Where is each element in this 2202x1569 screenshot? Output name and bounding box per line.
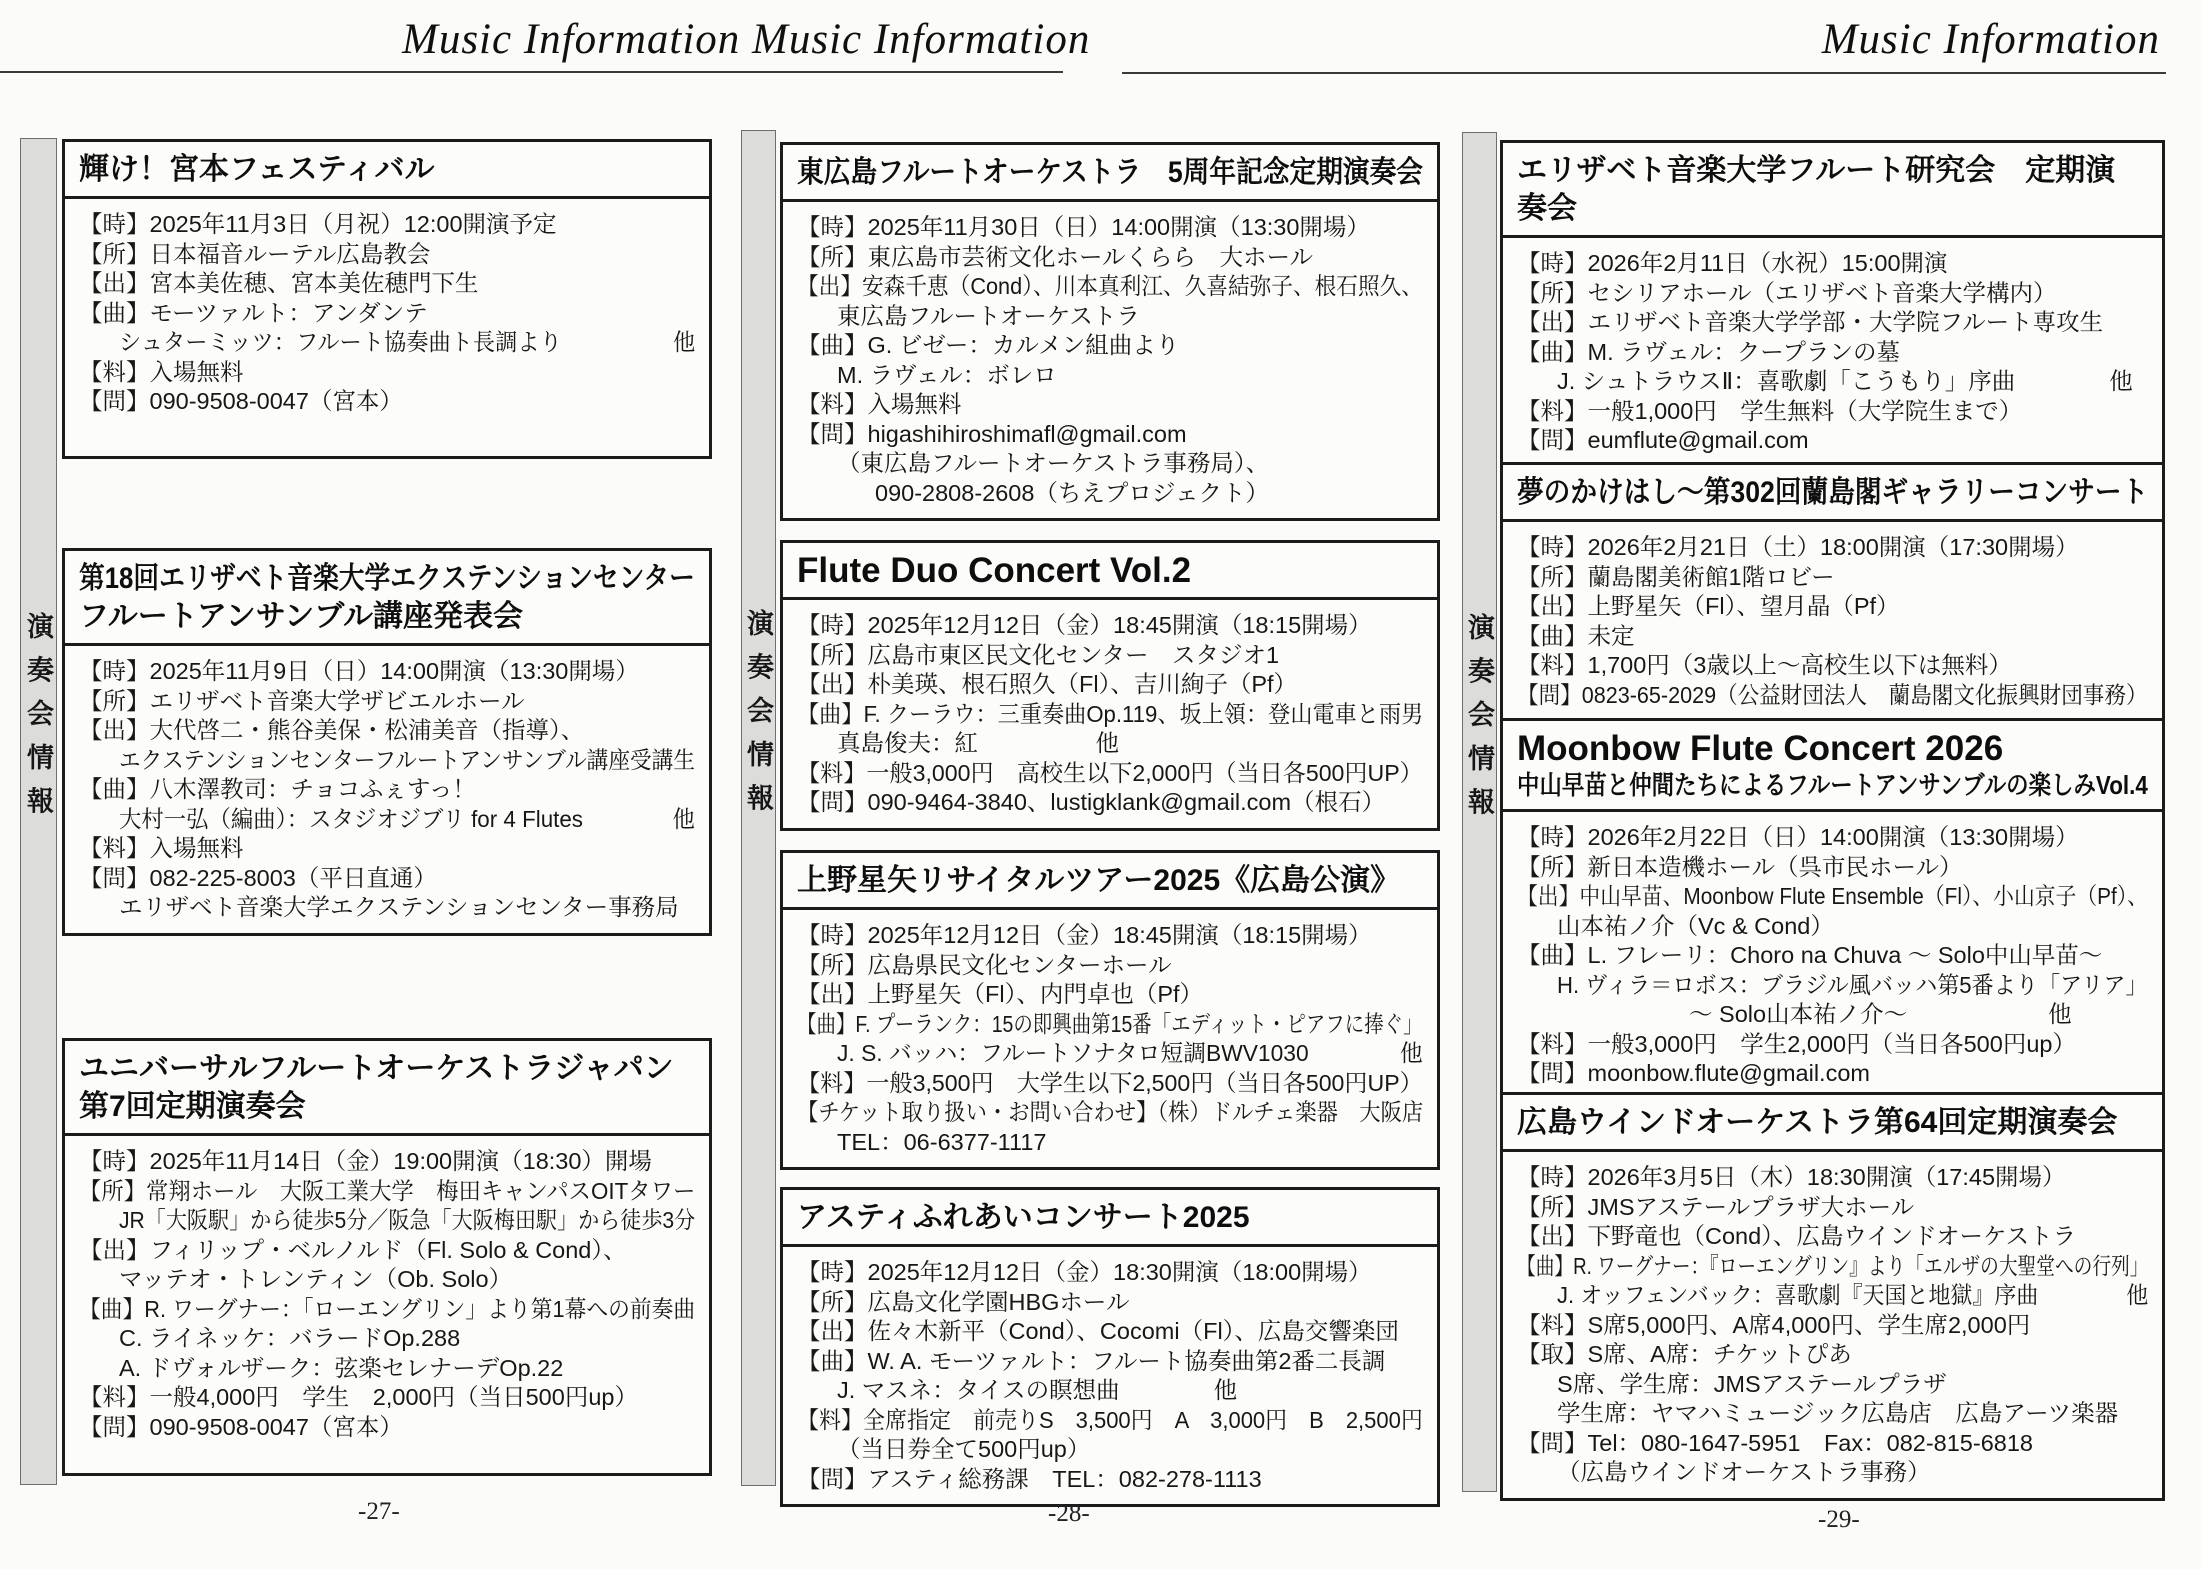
concert-listing-box — [780, 142, 1440, 521]
listing-details — [783, 202, 1437, 518]
listing-details — [783, 910, 1437, 1167]
listing-line: 山本祐ノ介（Vc & Cond） — [1557, 912, 1834, 939]
listing-title — [65, 142, 709, 199]
listing-title-line: 上野星矢リサイタルツアー2025《広島公演》 — [797, 864, 1401, 897]
listing-line: 【時】2026年2月21日（土）18:00開演（17:30開場） — [1517, 534, 2079, 560]
listing-details — [1503, 812, 2162, 1099]
sidebar-banner-label: 演奏会情報 — [23, 612, 53, 831]
listing-line: 【所】広島県民文化センターホール — [797, 951, 1172, 978]
listing-line: 【問】Tel：080-1647-5951 Fax：082-815-6818 — [1517, 1429, 2033, 1456]
listing-line: 【出】フィリップ・ベルノルド（Fl. Solo & Cond）、 — [79, 1236, 627, 1263]
listing-line: 【時】2025年12月12日（金）18:45開演（18:15開場） — [797, 922, 1372, 948]
page-number: -27- — [358, 1498, 400, 1525]
listing-line: 【所】蘭島閣美術館1階ロビー — [1517, 563, 1835, 590]
listing-line: 【出】エリザベト音楽大学学部・大学院フルート専攻生 — [1517, 309, 2104, 335]
listing-title-line: 中山早苗と仲間たちによるフルートアンサンブルの楽しみVol.4 — [1517, 770, 2148, 800]
listing-line: 【出】上野星矢（Fl）、望月晶（Pf） — [1517, 593, 1900, 619]
listing-line: マッテオ・トレンティン（Ob. Solo） — [119, 1266, 513, 1292]
listing-title-line: フルートアンサンブル講座発表会 — [79, 600, 523, 633]
listing-line: 【料】1,700円（3歳以上～高校生以下は無料） — [1517, 652, 2012, 678]
listing-line: 【所】常翔ホール 大阪工業大学 梅田キャンパスOITタワー — [79, 1177, 696, 1204]
listing-line: 090-2808-2608（ちえプロジェクト） — [875, 479, 1269, 506]
listing-line: 【所】エリザベト音楽大学ザビエルホール — [79, 687, 525, 714]
listing-line: 【所】JMSアステールプラザ大ホール — [1517, 1193, 1915, 1220]
concert-listing-box — [780, 1187, 1440, 1507]
listing-title — [783, 543, 1437, 600]
listing-line: 【曲】G. ビゼー：カルメン組曲より — [797, 332, 1180, 358]
listing-line: 【チケット取り扱い・お問い合わせ】（株）ドルチェ楽器 大阪店 — [797, 1099, 1424, 1125]
listing-line: J. シュトラウスⅡ：喜歌劇「こうもり」序曲 他 — [1557, 368, 2133, 394]
listing-line: 【時】2025年12月12日（金）18:45開演（18:15開場） — [797, 612, 1372, 638]
listing-line: エクステンションセンターフルートアンサンブル講座受講生 — [119, 746, 696, 773]
listing-title-line: ユニバーサルフルートオーケストラジャパン — [79, 1052, 674, 1085]
listing-line: 【時】2025年12月12日（金）18:30開演（18:00開場） — [797, 1259, 1372, 1285]
listing-line: 【料】入場無料 — [797, 391, 962, 417]
listing-line: M. ラヴェル：ボレロ — [837, 361, 1057, 388]
listing-line: 【料】一般4,000円 学生 2,000円（当日500円up） — [79, 1384, 638, 1410]
listing-title-line: Moonbow Flute Concert 2026 — [1517, 729, 2004, 768]
listing-line: 【出】大代啓二・熊谷美保・松浦美音（指導）、 — [79, 717, 585, 743]
listing-line: 【問】eumflute@gmail.com — [1517, 427, 1809, 453]
listing-line: 【料】全席指定 前売りS 3,500円 A 3,000円 B 2,500円 — [797, 1406, 1423, 1433]
listing-title-line: Flute Duo Concert Vol.2 — [797, 551, 1192, 590]
listing-line: 【曲】F. クーラウ：三重奏曲Op.119、坂上領：登山電車と雨男 — [797, 700, 1424, 727]
page-header-right: Music Information — [1821, 16, 2160, 63]
listing-line: エリザベト音楽大学エクステンションセンター事務局 — [119, 894, 679, 920]
listing-line: 【曲】R. ワーグナー：「ローエングリン」より第1幕への前奏曲 — [79, 1295, 696, 1322]
concert-listing-box — [62, 1038, 712, 1476]
listing-title — [65, 1041, 709, 1136]
listing-line: 【所】広島市東区民文化センター スタジオ1 — [797, 641, 1280, 668]
listing-title — [783, 145, 1437, 202]
header-rule-right — [1122, 72, 2166, 74]
listing-title — [1503, 143, 2162, 238]
sidebar-banner — [1462, 132, 1497, 1492]
concert-listing-box — [62, 548, 712, 936]
listing-line: 【曲】M. ラヴェル：クープランの墓 — [1517, 338, 1901, 365]
listing-title-line: 奏会 — [1517, 192, 1577, 225]
listing-line: 【曲】L. フレーリ：Choro na Chuva ～ Solo中山早苗～ — [1517, 942, 2103, 968]
concert-listing-box — [62, 139, 712, 459]
listing-title-line: 東広島フルートオーケストラ 5周年記念定期演奏会 — [797, 156, 1424, 189]
listing-line: J. オッフェンバック：喜歌劇『天国と地獄』序曲 他 — [1557, 1282, 2149, 1308]
listing-title — [1503, 1095, 2162, 1152]
listing-line: 【曲】W. A. モーツァルト：フルート協奏曲第2番二長調 — [797, 1347, 1386, 1374]
listing-details — [65, 1136, 709, 1452]
listing-line: 学生席：ヤマハミュージック広島店 広島アーツ楽器 — [1557, 1400, 2119, 1426]
listing-line: 【取】S席、A席：チケットぴあ — [1517, 1341, 1852, 1367]
listing-line: 【所】東広島市芸術文化ホールくらら 大ホール — [797, 243, 1314, 270]
page-header-left: Music Information Music Information — [402, 16, 1091, 63]
page-number: -28- — [1048, 1500, 1090, 1527]
concert-listing-box — [1500, 462, 2165, 723]
listing-line: （当日券全て500円up） — [837, 1436, 1091, 1462]
listing-line: 【時】2026年2月11日（水祝）15:00開演 — [1517, 250, 1948, 276]
listing-line: TEL：06-6377-1117 — [837, 1128, 1047, 1155]
listing-line: （広島ウインドオーケストラ事務） — [1557, 1459, 1931, 1485]
sidebar-banner — [20, 138, 57, 1485]
listing-details — [1503, 238, 2162, 466]
listing-line: 【時】2025年11月9日（日）14:00開演（13:30開場） — [79, 658, 639, 684]
listing-line: 【問】0823-65-2029（公益財団法人 蘭島閣文化振興財団事務） — [1517, 681, 2148, 708]
listing-title-line: 第7回定期演奏会 — [79, 1090, 306, 1123]
listing-line: 【所】新日本造機ホール（呉市民ホール） — [1517, 853, 1963, 880]
listing-title — [783, 1190, 1437, 1247]
listing-details — [1503, 522, 2162, 720]
listing-line: 【出】佐々木新平（Cond）、Cocomi（Fl）、広島交響楽団 — [797, 1318, 1399, 1344]
listing-line: 【出】宮本美佐穂、宮本美佐穂門下生 — [79, 270, 479, 296]
listing-line: H. ヴィラ＝ロボス：ブラジル風バッハ第5番より「アリア」 — [1557, 971, 2148, 998]
listing-line: 【料】一般1,000円 学生無料（大学院生まで） — [1517, 397, 2023, 424]
listing-line: 【料】入場無料 — [79, 358, 244, 385]
listing-details — [783, 1247, 1437, 1504]
listing-line: S席、学生席：JMSアステールプラザ — [1557, 1370, 1947, 1397]
listing-line: 【料】一般3,000円 高校生以下2,000円（当日各500円UP） — [797, 759, 1423, 786]
header-rule-left — [0, 71, 1063, 73]
listing-line: C. ライネッケ：バラードOp.288 — [119, 1325, 461, 1351]
listing-line: 【問】アスティ総務課 TEL：082-278-1113 — [797, 1465, 1262, 1492]
listing-title-line: 輝け！宮本フェスティバル — [79, 153, 435, 186]
concert-listing-box — [1500, 718, 2165, 1102]
listing-line: 【問】090-9508-0047（宮本） — [79, 1413, 403, 1440]
sidebar-banner-label: 演奏会情報 — [743, 608, 773, 828]
listing-line: 【曲】モーツァルト：アンダンテ — [79, 299, 428, 326]
listing-line: 【時】2025年11月14日（金）19:00開演（18:30）開場 — [79, 1148, 652, 1174]
listing-title-line: エリザベト音楽大学フルート研究会 定期演 — [1517, 154, 2116, 187]
listing-line: JR「大阪駅」から徒歩5分／阪急「大阪梅田駅」から徒歩3分 — [119, 1207, 696, 1233]
listing-line: 【出】上野星矢（Fl）、内門卓也（Pf） — [797, 981, 1204, 1007]
concert-listing-box — [1500, 1092, 2165, 1501]
listing-line: 【問】090-9508-0047（宮本） — [79, 388, 403, 414]
listing-line: 【問】moonbow.flute@gmail.com — [1517, 1060, 1870, 1086]
listing-line: 【問】082-225-8003（平日直通） — [79, 864, 437, 891]
page-number: -29- — [1818, 1506, 1860, 1533]
listing-line: J. マスネ：タイスの瞑想曲 他 — [837, 1377, 1238, 1403]
listing-line: 【所】セシリアホール（エリザベト音楽大学構内） — [1517, 279, 2057, 306]
listing-line: 【時】2026年3月5日（木）18:30開演（17:45開場） — [1517, 1164, 2066, 1190]
listing-line: 【所】日本福音ルーテル広島教会 — [79, 240, 431, 267]
listing-line: 【問】090-9464-3840、lustigklank@gmail.com（根石） — [797, 789, 1386, 815]
listing-line: A. ドヴォルザーク：弦楽セレナーデOp.22 — [119, 1354, 564, 1381]
listing-line: 【時】2026年2月22日（日）14:00開演（13:30開場） — [1517, 824, 2079, 850]
listing-line: 【出】下野竜也（Cond）、広島ウインドオーケストラ — [1517, 1223, 2077, 1249]
listing-title — [783, 853, 1437, 910]
listing-line: 【料】S席5,000円、A席4,000円、学生席2,000円 — [1517, 1311, 2031, 1338]
listing-title — [65, 551, 709, 646]
listing-details — [65, 199, 709, 427]
listing-line: 【出】朴美瑛、根石照久（Fl）、吉川絢子（Pf） — [797, 671, 1298, 697]
listing-line: 【料】一般3,000円 学生2,000円（当日各500円up） — [1517, 1030, 2076, 1057]
concert-listing-box — [1500, 140, 2165, 469]
listing-line: シュターミッツ：フルート協奏曲ト長調より 他 — [119, 329, 696, 355]
listing-line: ～ Solo山本祐ノ介～ 他 — [1595, 1001, 2072, 1027]
listing-line: 【曲】未定 — [1517, 622, 1635, 649]
concert-listing-box — [780, 540, 1440, 831]
listing-details — [1503, 1152, 2162, 1498]
listing-line: 【問】higashihiroshimafl@gmail.com — [797, 420, 1187, 447]
listing-line: 【料】入場無料 — [79, 835, 244, 861]
listing-line: 【料】一般3,500円 大学生以下2,500円（当日各500円UP） — [797, 1069, 1423, 1096]
listing-line: （東広島フルートオーケストラ事務局）、 — [837, 450, 1270, 476]
listing-title-line: 夢のかけはし～第302回蘭島閣ギャラリーコンサート — [1517, 476, 2149, 509]
listing-line: 【曲】R. ワーグナー：『ローエングリン』より「エルザの大聖堂への行列」 — [1517, 1252, 2149, 1279]
listing-details — [783, 600, 1437, 828]
listing-line: 真島俊夫：紅 他 — [837, 730, 1119, 756]
listing-line: 【出】中山早苗、Moonbow Flute Ensemble（Fl）、小山京子（Pf）、 — [1517, 883, 2148, 909]
listing-line: 【曲】F. プーランク：15の即興曲第15番「エディット・ピアフに捧ぐ」 — [797, 1010, 1423, 1037]
listing-line: 【時】2025年11月3日（月祝）12:00開演予定 — [79, 211, 557, 237]
listing-title — [1503, 721, 2162, 812]
listing-line: 【所】広島文化学園HBGホール — [797, 1288, 1130, 1315]
listing-title-line: 広島ウインドオーケストラ第64回定期演奏会 — [1517, 1106, 2118, 1139]
sidebar-banner-label: 演奏会情報 — [1464, 612, 1494, 832]
listing-details — [65, 646, 709, 933]
concert-listing-box — [780, 850, 1440, 1170]
sidebar-banner — [741, 130, 776, 1486]
listing-line: J. S. バッハ：フルートソナタロ短調BWV1030 他 — [837, 1040, 1423, 1066]
listing-title-line: 第18回エリザベト音楽大学エクステンションセンター — [79, 562, 695, 595]
listing-line: 【時】2025年11月30日（日）14:00開演（13:30開場） — [797, 214, 1370, 240]
listing-line: 【曲】八木澤教司：チョコふぇすっ！ — [79, 776, 476, 802]
listing-line: 東広島フルートオーケストラ — [837, 302, 1140, 329]
listing-title — [1503, 465, 2162, 522]
listing-title-line: アスティふれあいコンサート2025 — [797, 1201, 1250, 1234]
listing-line: 大村一弘（編曲）：スタジオジブリ for 4 Flutes 他 — [119, 805, 695, 832]
listing-line: 【出】安森千恵（Cond）、川本真利江、久喜結弥子、根石照久、 — [797, 273, 1423, 299]
